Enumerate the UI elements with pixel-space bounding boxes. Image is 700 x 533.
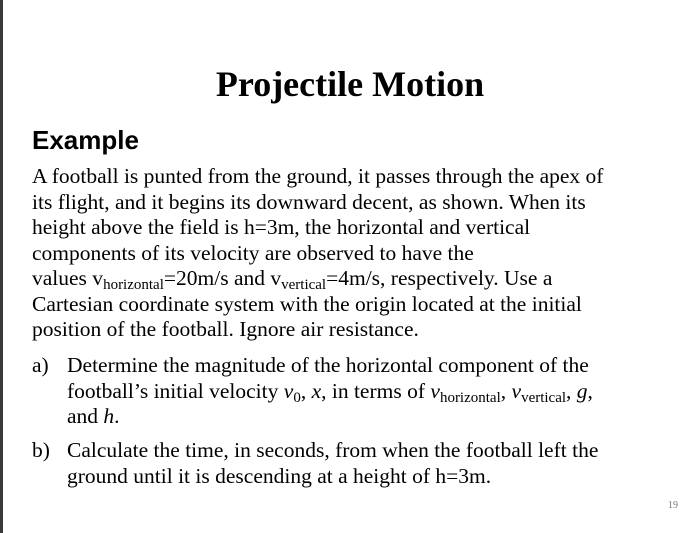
paragraph-line-1: A football is punted from the ground, it passes through the apex of [32, 164, 604, 188]
question-b-text [67, 438, 672, 489]
vertical-subscript: vertical [281, 277, 327, 293]
question-a-text [67, 353, 672, 430]
h-symbol: h [103, 404, 115, 428]
question-a-marker: a) [32, 353, 49, 377]
paragraph-line-3: height above the field is h=3m, the horizontal and vertical [32, 215, 531, 239]
paragraph-line-4: components of its velocity are observed to have the [32, 240, 474, 265]
question-a-line-3 [67, 404, 672, 430]
question-b-marker: b) [32, 438, 50, 462]
comma-separator: , [566, 378, 577, 403]
question-a-line-2 [67, 379, 672, 405]
question-a-line-1: Determine the magnitude of the horizontal component of the [67, 353, 589, 377]
paragraph-line-6: Cartesian coordinate system with the origin located at the initial [32, 291, 582, 316]
problem-paragraph [32, 164, 672, 343]
v-vertical-subscript: vertical [521, 389, 567, 406]
period: . [114, 404, 120, 428]
v-horizontal-symbol: v [430, 378, 440, 403]
paragraph-line-7: position of the football. Ignore air resistance. [32, 317, 419, 341]
v-horizontal-subscript: horizontal [439, 389, 501, 406]
question-b-line-2: ground until it is descending at a height of h=3m. [67, 463, 492, 488]
slide-title: Projectile Motion [215, 64, 485, 104]
question-a-text-segment: football’s initial velocity [67, 378, 284, 403]
question-b-line-1: Calculate the time, in seconds, from when the football left the [67, 438, 599, 462]
x-symbol: x [311, 378, 322, 403]
horizontal-value-text: =20m/s and v [163, 266, 282, 290]
question-a-text-segment: and [67, 404, 104, 428]
g-symbol: g [576, 378, 588, 403]
example-heading: Example [32, 125, 139, 155]
paragraph-line-5 [32, 266, 672, 292]
paragraph-line-2: its flight, and it begins its downward decent, as shown. When its [32, 189, 586, 214]
values-text: values v [32, 266, 104, 290]
v0-subscript: 0 [293, 389, 301, 406]
comma-separator: , [300, 378, 312, 403]
v0-symbol: v [283, 378, 294, 403]
comma-separator: , [500, 378, 512, 403]
v-vertical-symbol: v [511, 378, 522, 403]
page-number: 19 [668, 500, 678, 511]
comma-separator: , [587, 378, 593, 403]
vertical-value-text: =4m/s, respectively. Use a [326, 266, 553, 290]
horizontal-subscript: horizontal [103, 277, 164, 293]
question-a-text-segment: , in terms of [321, 378, 431, 403]
